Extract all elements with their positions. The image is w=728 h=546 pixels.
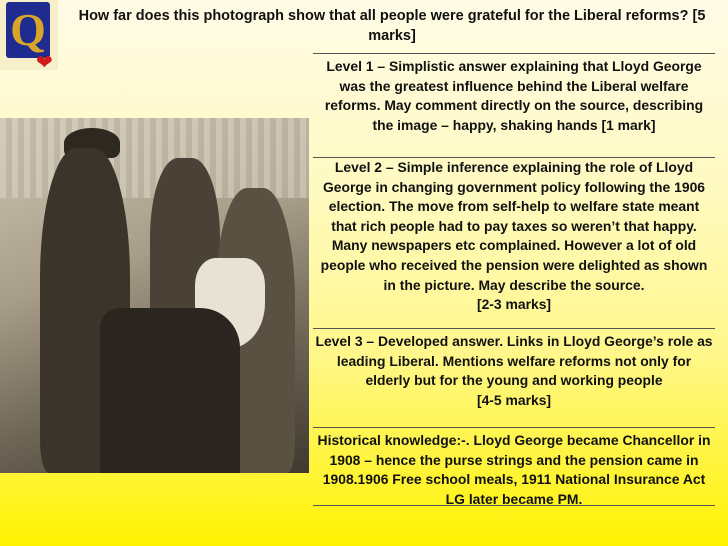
level-2-marks: [2-3 marks] (476, 296, 552, 313)
historical-knowledge-text: Historical knowledge:-. Lloyd George became Chancellor in 1908 – hence the purse strings and the pension came in 1908.1906 Free school meals, 1911 National Insurance Act LG later became PM. (317, 432, 711, 507)
level-1-text: Level 1 – Simplistic answer explaining that Lloyd George was the greatest influence behind the Liberal welfare reforms. May comment directly on the source, describing the image – happy, shaking hands [1 mark] (324, 58, 704, 133)
heart-icon: ❤ (36, 52, 53, 74)
level-2-box (313, 157, 715, 328)
photo-background (0, 118, 309, 198)
mark-scheme (313, 53, 715, 506)
historical-photograph (0, 118, 309, 473)
level-3-box (313, 328, 715, 427)
level-3-text: Level 3 – Developed answer. Links in Lloyd George’s role as leading Liberal. Mentions welfare reforms not only for elderly but for the young and working people (315, 333, 713, 389)
logo (0, 0, 58, 74)
historical-knowledge-box (313, 427, 715, 506)
level-1-box (313, 53, 715, 157)
question-title: How far does this photograph show that all people were grateful for the Liberal reforms? [5 marks] (78, 8, 706, 44)
logo-letter: Q (6, 2, 50, 58)
level-3-marks: [4-5 marks] (476, 391, 552, 408)
photo-car (100, 308, 240, 473)
level-2-text: Level 2 – Simple inference explaining the role of Lloyd George in changing government policy following the 1906 election. The move from self-help to welfare state meant that rich people had to pay taxes so weren’t that happy. Many newspapers etc complained. However a lot of old people who received the pension were delighted as shown in the picture. May describe the source. (320, 159, 708, 293)
